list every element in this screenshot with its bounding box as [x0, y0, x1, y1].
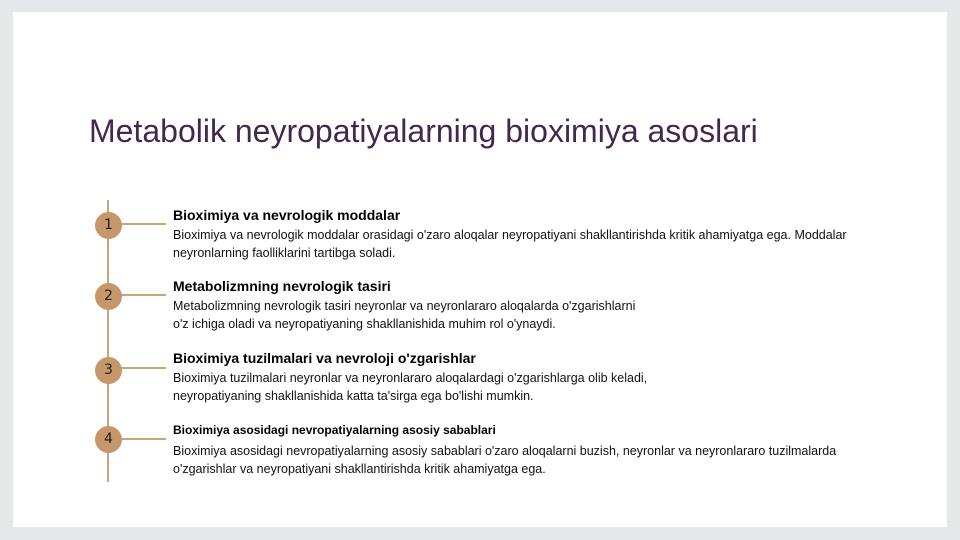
step-title: Bioximiya tuzilmalari va nevroloji o'zgarishlar	[173, 350, 476, 366]
slide	[13, 12, 947, 527]
step-title: Metabolizmning nevrologik tasiri	[173, 278, 391, 294]
step-number-badge: 3	[95, 357, 122, 384]
step-number-badge: 2	[95, 283, 122, 310]
step-description: Metabolizmning nevrologik tasiri neyronlar va neyronlararo aloqalarda o'zgarishlarni o'z ichiga oladi va neyropatiyaning shakllanishida muhim rol o'ynaydi.	[173, 299, 636, 331]
step-number-badge: 4	[95, 426, 122, 453]
step-description: Bioximiya asosidagi nevropatiyalarning asosiy sabablari o'zaro aloqalarni buzish, neyronlar va neyronlararo tuzilmalarda o'zgarishlar va neyropatiyani shakllantirishda kritik ahamiyatga ega.	[173, 444, 837, 476]
slide-title: Metabolik neyropatiyalarning bioximiya asoslari	[89, 113, 758, 149]
step-description: Bioximiya tuzilmalari neyronlar va neyronlararo aloqalardagi o'zgarishlarga olib keladi, neyropatiyaning shakllanishida katta ta'sirga ega bo'lishi mumkin.	[173, 371, 648, 403]
step-title: Bioximiya va nevrologik moddalar	[173, 207, 401, 223]
step-title: Bioximiya asosidagi nevropatiyalarning asosiy sabablari	[173, 423, 496, 437]
step-description: Bioximiya va nevrologik moddalar orasidagi o'zaro aloqalar neyropatiyani shakllantirishda kritik ahamiyatga ega. Moddalar neyronlarning faolliklarini tartibga soladi.	[173, 228, 847, 260]
step-number-badge: 1	[95, 212, 122, 239]
